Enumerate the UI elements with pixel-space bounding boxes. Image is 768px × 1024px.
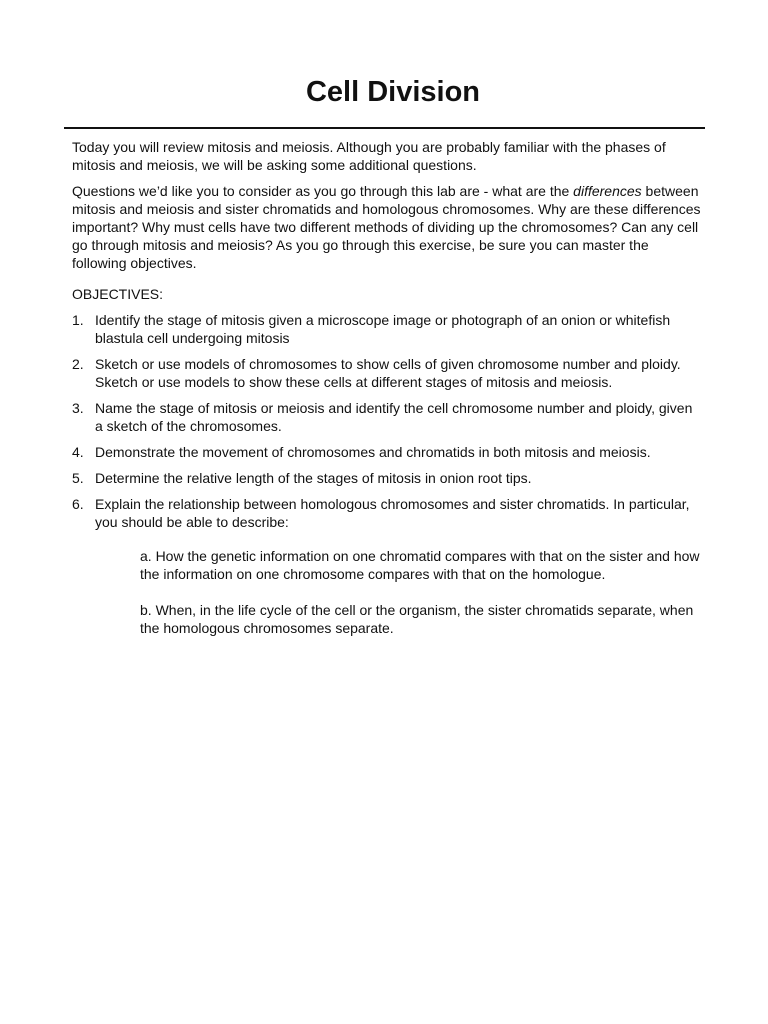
document-body [72, 138, 704, 645]
sub-item-a: a. How the genetic information on one chromatid compares with that on the sister and how the information on one chromosome compares with that on the homologue. [140, 548, 700, 582]
objective-text: Sketch or use models of chromosomes to show cells of given chromosome number and ploidy. Sketch or use models to show these cells at different stages of mitosis and meiosis. [95, 356, 681, 390]
objective-text: Name the stage of mitosis or meiosis and identify the cell chromosome number and ploidy, given a sketch of the chromosomes. [95, 400, 693, 434]
objective-number: 3. [72, 400, 84, 416]
objective-number: 4. [72, 444, 84, 460]
objective-item [72, 469, 704, 487]
objective-text: Identify the stage of mitosis given a microscope image or photograph of an onion or whitefish blastula cell undergoing mitosis [95, 312, 671, 346]
objective-number: 1. [72, 312, 84, 328]
objective-item [72, 311, 704, 347]
title-divider [64, 127, 705, 129]
intro-paragraph-2 [72, 182, 704, 272]
objectives-heading: OBJECTIVES: [72, 286, 164, 302]
emphasis-differences: differences [573, 183, 642, 199]
objective-text: Determine the relative length of the stages of mitosis in onion root tips. [95, 470, 532, 486]
objective-number: 5. [72, 470, 84, 486]
page-title: Cell Division [305, 76, 481, 108]
sub-item-b: b. When, in the life cycle of the cell or the organism, the sister chromatids separate, when the homologous chromosomes separate. [140, 602, 694, 636]
objectives-list [72, 311, 704, 637]
objective-item [72, 355, 704, 391]
intro-text-before: Questions we’d like you to consider as you go through this lab are - what are the [72, 183, 574, 199]
intro-paragraph-1: Today you will review mitosis and meiosis. Although you are probably familiar with the phases of mitosis and meiosis, we will be asking some additional questions. [72, 139, 666, 173]
objective-item [72, 443, 704, 461]
objective-item [72, 399, 704, 435]
intro-text-after: between mitosis and meiosis and sister chromatids and homologous chromosomes. Why are these differences important? Why must cells have two different methods of dividing up the chromosomes? Can any cell go through mitosis and meiosis? As you go through this exercise, be sure you can master the following objectives. [72, 183, 701, 271]
objective-text: Demonstrate the movement of chromosomes and chromatids in both mitosis and meiosis. [95, 444, 651, 460]
objective-number: 6. [72, 496, 84, 512]
objective-text: Explain the relationship between homologous chromosomes and sister chromatids. In particular, you should be able to describe: [95, 496, 690, 530]
objective-number: 2. [72, 356, 84, 372]
objective-item [72, 495, 704, 637]
